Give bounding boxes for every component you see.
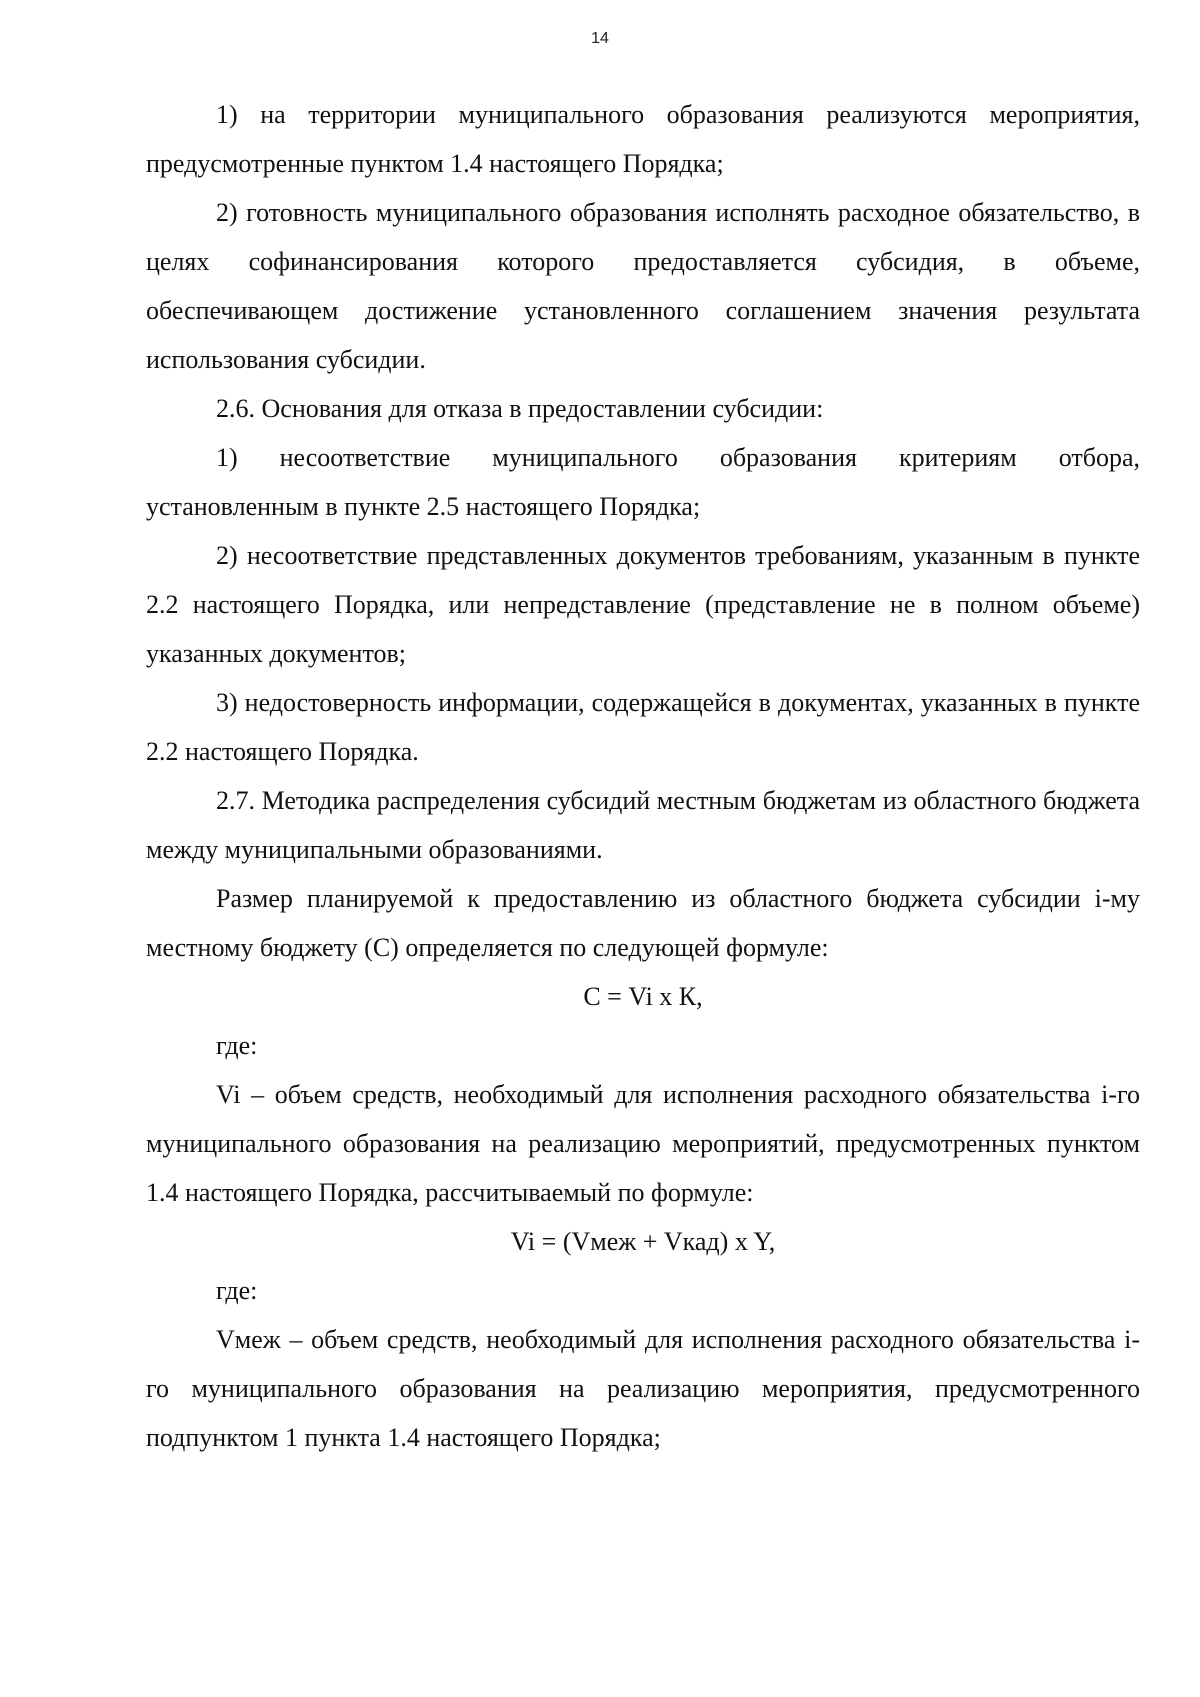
paragraph: Размер планируемой к предоставлению из областного бюджета субсидии i-му местному бюджету (С) определяется по следующей формуле:: [146, 884, 1140, 962]
paragraph: 2) несоответствие представленных документов требованиям, указанным в пункте 2.2 настоящего Порядка, или непредставление (представление не в полном объеме) указанных документов;: [146, 541, 1140, 668]
paragraph: Vi – объем средств, необходимый для исполнения расходного обязательства i-го муниципального образования на реализацию мероприятий, предусмотренных пунктом 1.4 настоящего Порядка, рассчитываемый по формуле:: [146, 1080, 1140, 1207]
paragraph: 1) несоответствие муниципального образования критериям отбора, установленным в пункте 2.5 настоящего Порядка;: [146, 443, 1140, 521]
paragraph: 2) готовность муниципального образования исполнять расходное обязательство, в целях софинансирования которого предоставляется субсидия, в объеме, обеспечивающем достижение установленного соглашением значения результата использования субсидии.: [146, 198, 1140, 374]
paragraph: Vмеж – объем средств, необходимый для исполнения расходного обязательства i-го муниципального образования на реализацию мероприятия, предусмотренного подпунктом 1 пункта 1.4 настоящего Порядка;: [146, 1325, 1140, 1452]
formula-vi: Vi = (Vмеж + Vкад) x Y,: [510, 1227, 776, 1256]
paragraph: 3) недостоверность информации, содержащейся в документах, указанных в пункте 2.2 настоящего Порядка.: [146, 688, 1140, 766]
where-label: где:: [216, 1276, 258, 1305]
section-heading-2-6: 2.6. Основания для отказа в предоставлении субсидии:: [216, 394, 824, 423]
section-heading-2-7: 2.7. Методика распределения субсидий местным бюджетам из областного бюджета между муниципальными образованиями.: [146, 786, 1140, 864]
paragraph: 1) на территории муниципального образования реализуются мероприятия, предусмотренные пунктом 1.4 настоящего Порядка;: [146, 100, 1140, 178]
page-number: 14: [591, 30, 609, 47]
document-body: [146, 90, 1140, 1462]
formula-c: С = Vi x К,: [583, 982, 703, 1011]
where-label: где:: [216, 1031, 258, 1060]
